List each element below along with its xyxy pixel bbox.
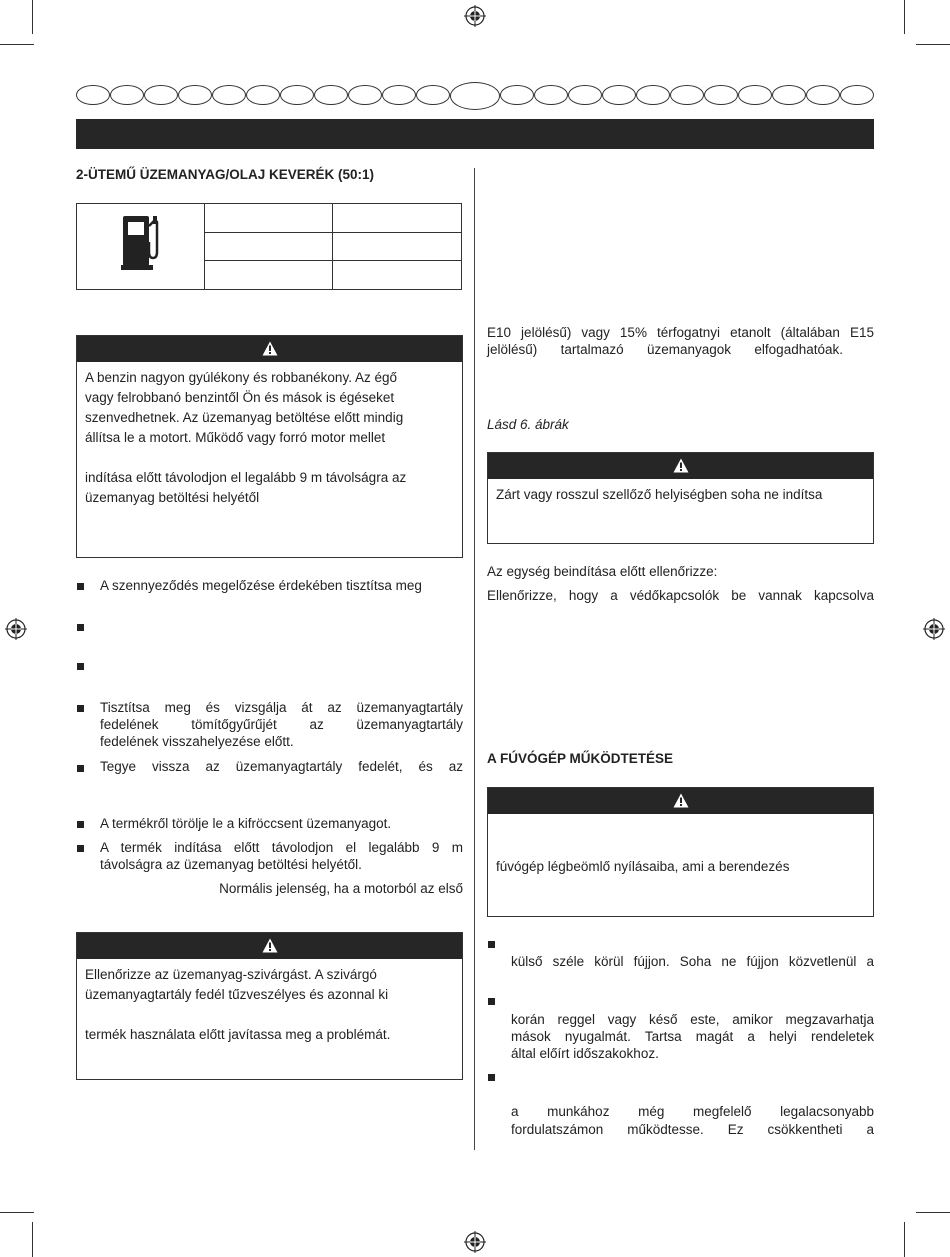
figure-reference: Lásd 6. ábrák <box>487 417 569 432</box>
bullet-marker <box>77 821 84 828</box>
bullet-text: fordulatszámon működtesse. Ez csökkentheti a <box>511 1122 874 1137</box>
bullet-text: által előírt időszakokhoz. <box>511 1046 659 1061</box>
crop-mark <box>32 1222 33 1257</box>
warning-box-ventilation <box>487 452 874 544</box>
bullet-text: korán reggel vagy késő este, amikor megzavarhatja <box>511 1012 874 1027</box>
crop-mark <box>0 44 34 45</box>
language-tab[interactable] <box>534 85 568 105</box>
warning-line: A benzin nagyon gyúlékony és robbanékony. Az égő <box>85 370 397 385</box>
language-tab[interactable] <box>314 85 348 105</box>
bullet-marker <box>488 998 495 1005</box>
warning-header <box>77 933 462 959</box>
bullet-text: mások nyugalmát. Tartsa magát a helyi rendeletek <box>511 1029 874 1044</box>
bullet-marker <box>77 765 84 772</box>
bullet-text: A termék indítása előtt távolodjon el legalább 9 m <box>100 840 463 855</box>
fuel-mix-heading: 2-ÜTEMŰ ÜZEMANYAG/OLAJ KEVERÉK (50:1) <box>76 167 375 182</box>
warning-text <box>77 362 462 508</box>
warning-line: termék használata előtt javítassa meg a problémát. <box>85 1027 391 1042</box>
table-cell <box>204 204 333 233</box>
registration-mark-icon <box>923 618 945 640</box>
pre-start-check: Az egység beindítása előtt ellenőrizze: <box>487 564 718 579</box>
bullet-text: Tegye vissza az üzemanyagtartály fedelét, és az <box>100 759 463 774</box>
bullet-marker <box>77 663 84 670</box>
crop-mark <box>904 1222 905 1257</box>
language-tab[interactable] <box>704 85 738 105</box>
note-text: Normális jelenség, ha a motorból az első <box>219 881 463 896</box>
bullet-text: Tisztítsa meg és vizsgálja át az üzemanyagtartály <box>100 700 463 715</box>
language-tab[interactable] <box>76 85 110 105</box>
warning-line: állítsa le a motort. Működő vagy forró motor mellet <box>85 430 386 445</box>
language-tab[interactable] <box>772 85 806 105</box>
language-tab[interactable] <box>280 85 314 105</box>
bullet-marker <box>77 583 84 590</box>
bullet-marker <box>77 705 84 712</box>
language-tab[interactable] <box>840 85 874 105</box>
registration-mark-icon <box>5 618 27 640</box>
bullet-marker <box>488 1074 495 1081</box>
language-tab[interactable] <box>348 85 382 105</box>
ethanol-paragraph: E10 jelölésű) vagy 15% térfogatnyi etanolt (általában E15 <box>487 325 874 340</box>
language-tab[interactable] <box>178 85 212 105</box>
registration-mark-icon <box>464 5 486 27</box>
warning-triangle-icon <box>262 938 278 953</box>
table-cell <box>204 261 333 290</box>
fuel-pump-icon <box>121 212 161 270</box>
language-tab[interactable] <box>602 85 636 105</box>
language-tabs <box>76 82 874 108</box>
warning-line: vagy felrobbanó benzintől Ön és mások is égéseket <box>85 390 395 405</box>
bullet-text: külső széle körül fújjon. Soha ne fújjon közvetlenül a <box>511 954 874 969</box>
language-tab[interactable] <box>144 85 178 105</box>
crop-mark <box>32 0 33 34</box>
warning-box-intake <box>487 787 874 917</box>
warning-line-blank <box>496 820 865 840</box>
fuel-icon-cell <box>77 204 205 290</box>
bullet-text: A szennyeződés megelőzése érdekében tisztítsa meg <box>100 578 422 593</box>
warning-triangle-icon <box>673 458 689 473</box>
crop-mark <box>0 1212 34 1213</box>
bullet-text: távolságra az üzemanyag betöltési helyétől. <box>100 857 362 872</box>
warning-text <box>488 479 873 505</box>
language-tab[interactable] <box>568 85 602 105</box>
language-tab[interactable] <box>110 85 144 105</box>
blower-operation-heading: A FÚVÓGÉP MŰKÖDTETÉSE <box>487 751 674 766</box>
registration-mark-icon <box>464 1231 486 1253</box>
warning-box-leak <box>76 932 463 1080</box>
warning-line: indítása előtt távolodjon el legalább 9 m távolságra az <box>85 470 407 485</box>
warning-box-fuel <box>76 335 463 558</box>
language-tab[interactable] <box>416 85 450 105</box>
language-tab[interactable] <box>382 85 416 105</box>
crop-mark <box>916 1212 950 1213</box>
warning-line: üzemanyag betöltési helyétől <box>85 490 260 505</box>
bullet-text: A termékről törölje le a kifröccsent üzemanyagot. <box>100 816 392 831</box>
column-divider <box>474 168 475 1150</box>
table-cell <box>333 204 462 233</box>
warning-line: fúvógép légbeömlő nyílásaiba, ami a berendezés <box>496 859 790 874</box>
language-tab[interactable] <box>636 85 670 105</box>
bullet-text: fedelének visszahelyezése előtt. <box>100 734 294 749</box>
table-cell <box>204 233 333 261</box>
warning-header <box>77 336 462 362</box>
table-cell <box>333 233 462 261</box>
language-tab[interactable] <box>670 85 704 105</box>
warning-text <box>77 959 462 1045</box>
warning-header <box>488 788 873 814</box>
warning-line: üzemanyagtartály fedél tűzveszélyes és azonnal ki <box>85 987 389 1002</box>
section-header-bar <box>76 119 874 149</box>
warning-text <box>488 814 873 877</box>
crop-mark <box>904 0 905 34</box>
language-tab[interactable] <box>738 85 772 105</box>
warning-line-blank <box>85 448 454 468</box>
bullet-marker <box>77 624 84 631</box>
bullet-text: fedelének tömítőgyűrűjét az üzemanyagtartály <box>100 717 463 732</box>
fuel-mix-table <box>76 203 462 290</box>
language-tab[interactable] <box>500 85 534 105</box>
warning-triangle-icon <box>673 793 689 808</box>
language-tab[interactable] <box>806 85 840 105</box>
table-cell <box>333 261 462 290</box>
language-tab[interactable] <box>246 85 280 105</box>
crop-mark <box>916 44 950 45</box>
warning-triangle-icon <box>262 341 278 356</box>
bullet-marker <box>488 941 495 948</box>
bullet-text: a munkához még megfelelő legalacsonyabb <box>511 1104 874 1119</box>
language-tab-active[interactable] <box>450 82 500 110</box>
ethanol-paragraph: jelölésű) tartalmazó üzemanyagok elfogadhatóak. <box>487 342 843 357</box>
warning-line-blank <box>85 1005 454 1025</box>
pre-start-check: Ellenőrizze, hogy a védőkapcsolók be vannak kapcsolva <box>487 588 874 603</box>
bullet-marker <box>77 845 84 852</box>
warning-line: Zárt vagy rosszul szellőző helyiségben soha ne indítsa <box>496 487 823 502</box>
language-tab[interactable] <box>212 85 246 105</box>
warning-line: szenvedhetnek. Az üzemanyag betöltése előtt mindig <box>85 410 404 425</box>
warning-line: Ellenőrizze az üzemanyag-szivárgást. A szivárgó <box>85 967 377 982</box>
warning-header <box>488 453 873 479</box>
